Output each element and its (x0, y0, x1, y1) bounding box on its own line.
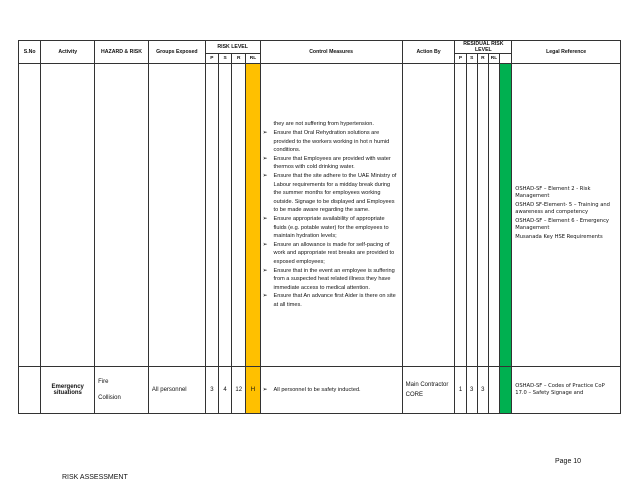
cell-action-by (402, 64, 455, 367)
header-res-r: R (477, 54, 488, 64)
cell-res-p (455, 64, 466, 367)
cell-res-s (466, 64, 477, 367)
header-activity: Activity (41, 41, 95, 64)
header-p: P (205, 54, 218, 64)
cell-sno (19, 64, 41, 367)
cell-p (205, 64, 218, 367)
cell-rl-high (246, 64, 260, 367)
header-risk-level: RISK LEVEL (205, 41, 260, 54)
legal-reference-item: OSHAD-SF – Element 2 - Risk Management (515, 185, 591, 199)
cell-hazard (95, 64, 149, 367)
header-res-s: S (466, 54, 477, 64)
cell-res-r: 3 (477, 367, 488, 414)
risk-assessment-table (18, 40, 621, 414)
cell-activity: Emergency situations (41, 367, 95, 414)
header-hazard: HAZARD & RISK (95, 41, 149, 64)
table-row (19, 64, 621, 367)
cell-res-low (500, 367, 512, 414)
control-measure-item: they are not suffering from hypertension. (273, 121, 374, 128)
page-number: Page 10 (555, 458, 582, 465)
cell-s: 4 (218, 367, 231, 414)
header-res-p: P (455, 54, 466, 64)
control-measure-item: ➢ All personnel to be safety inducted. (263, 386, 399, 395)
control-measure-item: ➢ Ensure that in the event an employee is suffering from a suspected heat related illness they have immediate access to medical attention. (263, 267, 399, 293)
control-measure-item: ➢ Ensure that Employees are provided with water thermos with cold drinking water. (263, 155, 399, 172)
header-row (19, 41, 621, 54)
cell-res-low (500, 64, 512, 367)
table-row (19, 367, 621, 414)
header-residual-risk-level: RESIDUAL RISK LEVEL (455, 41, 512, 54)
cell-p: 3 (205, 367, 218, 414)
cell-res-s: 3 (466, 367, 477, 414)
cell-activity (41, 64, 95, 367)
header-r: R (232, 54, 246, 64)
hazard-collision: Collision (98, 395, 121, 401)
hazard-fire: Fire (98, 379, 109, 385)
cell-legal-reference (512, 64, 621, 367)
control-measure-item: ➢ Ensure that An advance first Aider is there on site at all times. (263, 292, 399, 309)
cell-res-rl (488, 367, 499, 414)
cell-control-measures (260, 367, 402, 414)
cell-res-rl (488, 64, 499, 367)
legal-reference-item: OSHAD SF-Element- 5 – Training and awareness and competency (515, 202, 610, 215)
cell-r (232, 64, 246, 367)
header-legal-reference: Legal Reference (512, 41, 621, 64)
cell-hazard (95, 367, 149, 414)
cell-legal-reference: OSHAD-SF – Codes of Practice CoP 17.0 – Safety Signage and (512, 367, 621, 414)
header-res-blank (500, 54, 512, 64)
cell-rl-high: H (246, 367, 260, 414)
cell-res-p: 1 (455, 367, 466, 414)
action-by-core: CORE (405, 392, 423, 398)
document-title: RISK ASSESSMENT (62, 474, 128, 481)
cell-action-by (402, 367, 455, 414)
cell-s (218, 64, 231, 367)
header-groups-exposed: Groups Exposed (148, 41, 205, 64)
legal-reference-item: OSHAD-SF – Element 6 - Emergency Management (515, 218, 609, 231)
header-res-rl: RL (488, 54, 499, 64)
control-measure-item: ➢ Ensure that the site adhere to the UAE Ministry of Labour requirements for a midday break during the summer months for employees working outside. Signage to be displayed and Employees to be made aware regarding the same. (263, 172, 399, 215)
cell-sno (19, 367, 41, 414)
legal-reference-item: Musanada Key HSE Requirements (515, 234, 603, 241)
header-control-measures: Control Measures (260, 41, 402, 64)
cell-groups: All personnel (148, 367, 205, 414)
header-sno: S.No (19, 41, 41, 64)
control-measure-item: ➢ Ensure appropriate availability of appropriate fluids (e.g. potable water) for the employees to maintain hydration levels; (263, 215, 399, 241)
action-by-main-contractor: Main Contractor (405, 382, 449, 388)
header-s: S (218, 54, 231, 64)
header-action-by: Action By (402, 41, 455, 64)
header-rl: RL (246, 54, 260, 64)
cell-groups (148, 64, 205, 367)
cell-res-r (477, 64, 488, 367)
cell-r: 12 (232, 367, 246, 414)
control-measure-item: ➢ Ensure an allowance is made for self-pacing of work and appropriate rest breaks are provided to exposed employees; (263, 241, 399, 267)
control-measure-item: ➢ Ensure that Oral Rehydration solutions are provided to the workers working in hot n humid conditions. (263, 129, 399, 155)
cell-control-measures (260, 64, 402, 367)
